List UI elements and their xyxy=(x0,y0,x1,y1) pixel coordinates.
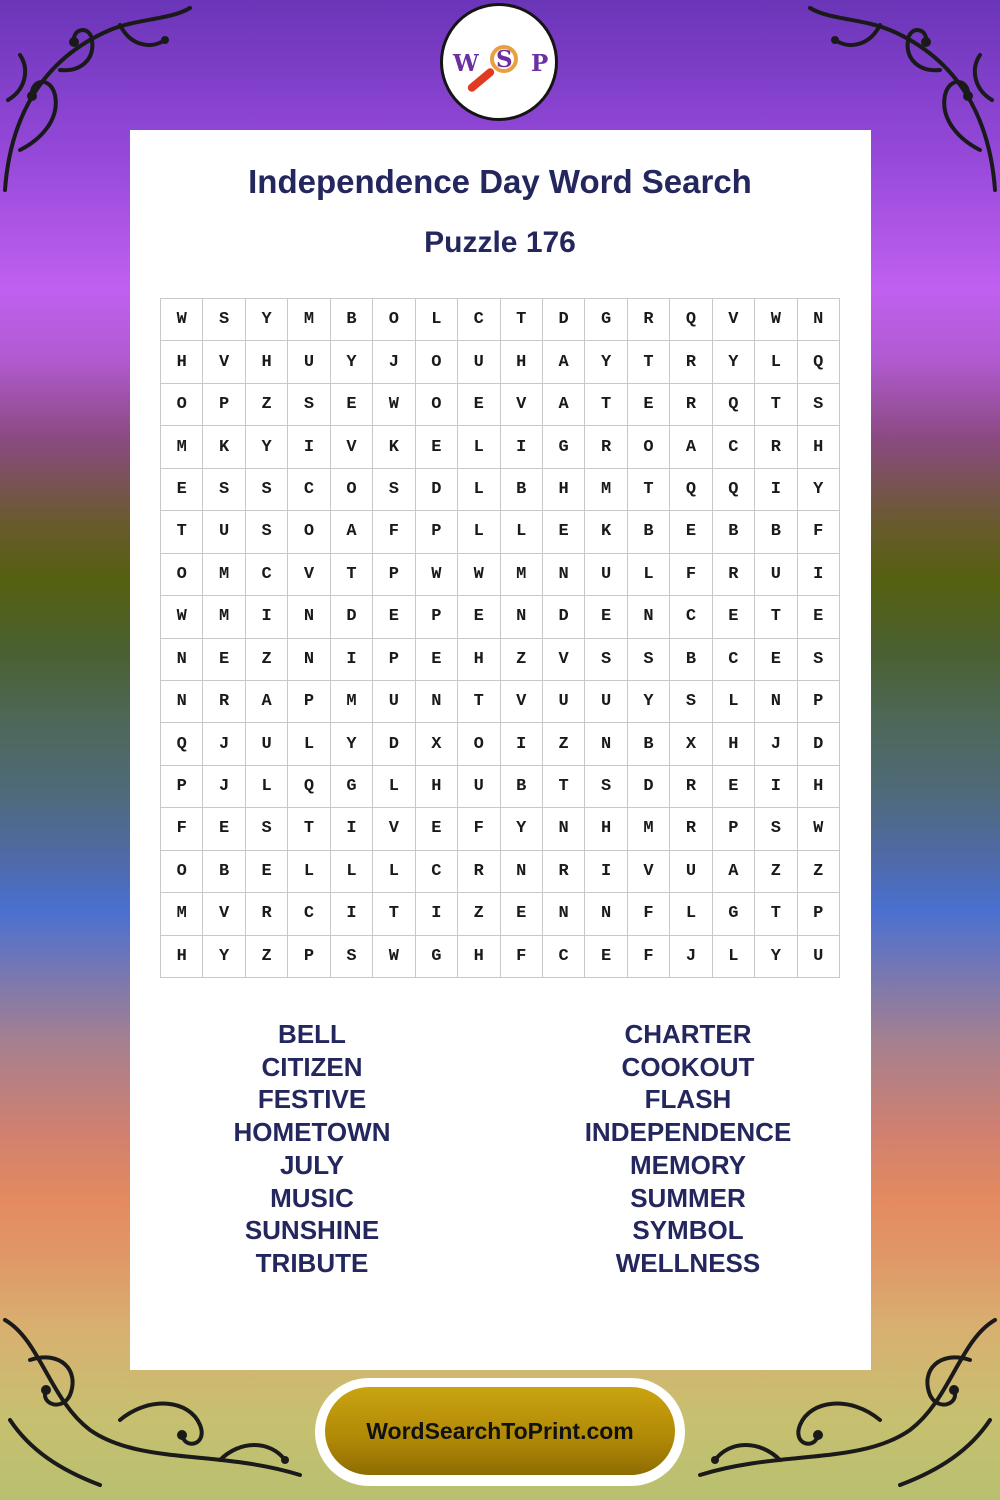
grid-cell[interactable]: H xyxy=(161,936,203,978)
grid-cell[interactable]: L xyxy=(288,851,330,893)
grid-cell[interactable]: N xyxy=(416,681,458,723)
word-list-item: INDEPENDENCE xyxy=(584,1117,792,1148)
grid-cell[interactable]: R xyxy=(585,426,627,468)
grid-cell[interactable]: P xyxy=(373,639,415,681)
grid-cell[interactable]: D xyxy=(543,596,585,638)
grid-cell[interactable]: E xyxy=(203,639,245,681)
grid-cell[interactable]: W xyxy=(161,596,203,638)
grid-cell[interactable]: L xyxy=(373,851,415,893)
grid-cell[interactable]: Z xyxy=(755,851,797,893)
grid-cell[interactable]: K xyxy=(373,426,415,468)
grid-cell[interactable]: T xyxy=(373,893,415,935)
grid-cell[interactable]: O xyxy=(288,511,330,553)
grid-cell[interactable]: N xyxy=(585,723,627,765)
grid-cell[interactable]: E xyxy=(416,426,458,468)
grid-cell[interactable]: P xyxy=(288,936,330,978)
grid-cell[interactable]: A xyxy=(543,384,585,426)
grid-cell[interactable]: E xyxy=(416,808,458,850)
grid-cell[interactable]: P xyxy=(203,384,245,426)
grid-cell[interactable]: A xyxy=(713,851,755,893)
letter-grid[interactable] xyxy=(160,298,840,978)
grid-cell[interactable]: N xyxy=(628,596,670,638)
grid-cell[interactable]: C xyxy=(670,596,712,638)
grid-cell[interactable]: U xyxy=(458,341,500,383)
grid-cell[interactable]: B xyxy=(628,511,670,553)
grid-cell[interactable]: P xyxy=(161,766,203,808)
grid-cell[interactable]: Q xyxy=(713,469,755,511)
grid-cell[interactable]: I xyxy=(246,596,288,638)
grid-cell[interactable]: K xyxy=(203,426,245,468)
grid-cell[interactable]: V xyxy=(331,426,373,468)
grid-cell[interactable]: U xyxy=(798,936,840,978)
grid-cell[interactable]: U xyxy=(458,766,500,808)
grid-cell[interactable]: Y xyxy=(755,936,797,978)
grid-cell[interactable]: Y xyxy=(203,936,245,978)
word-list-item: COOKOUT xyxy=(621,1051,755,1082)
grid-cell[interactable]: Q xyxy=(713,384,755,426)
grid-cell[interactable]: F xyxy=(373,511,415,553)
grid-cell[interactable]: T xyxy=(755,893,797,935)
site-link[interactable]: WordSearchToPrint.com xyxy=(325,1387,675,1475)
grid-cell[interactable]: N xyxy=(161,639,203,681)
grid-cell[interactable]: N xyxy=(501,596,543,638)
grid-cell[interactable]: G xyxy=(543,426,585,468)
grid-cell[interactable]: I xyxy=(331,808,373,850)
puzzle-number: Puzzle 176 xyxy=(424,226,576,259)
word-list-item: CHARTER xyxy=(624,1019,752,1049)
word-list-item: SUMMER xyxy=(630,1182,746,1213)
grid-cell[interactable]: U xyxy=(585,554,627,596)
grid-cell[interactable]: H xyxy=(458,936,500,978)
grid-cell[interactable]: O xyxy=(458,723,500,765)
grid-cell[interactable]: N xyxy=(755,681,797,723)
grid-cell[interactable]: P xyxy=(416,511,458,553)
grid-cell[interactable]: E xyxy=(798,596,840,638)
grid-cell[interactable]: E xyxy=(628,384,670,426)
grid-cell[interactable]: H xyxy=(585,808,627,850)
grid-cell[interactable]: Y xyxy=(331,341,373,383)
grid-cell[interactable]: B xyxy=(628,723,670,765)
grid-cell[interactable]: N xyxy=(288,639,330,681)
word-list-item: SYMBOL xyxy=(632,1215,744,1246)
grid-cell[interactable]: O xyxy=(161,554,203,596)
grid-cell[interactable]: I xyxy=(501,426,543,468)
grid-cell[interactable]: Q xyxy=(670,469,712,511)
grid-cell[interactable]: C xyxy=(458,299,500,341)
grid-cell[interactable]: T xyxy=(543,766,585,808)
grid-cell[interactable]: V xyxy=(501,681,543,723)
grid-cell[interactable]: F xyxy=(628,936,670,978)
grid-cell[interactable]: O xyxy=(161,384,203,426)
word-list-item: MUSIC xyxy=(270,1182,354,1213)
grid-cell[interactable]: E xyxy=(161,469,203,511)
grid-cell[interactable]: S xyxy=(246,511,288,553)
grid-cell[interactable]: I xyxy=(755,766,797,808)
grid-cell[interactable]: B xyxy=(501,766,543,808)
grid-cell[interactable]: S xyxy=(203,469,245,511)
grid-cell[interactable]: L xyxy=(628,554,670,596)
grid-cell[interactable]: Y xyxy=(246,299,288,341)
grid-cell[interactable]: I xyxy=(331,893,373,935)
word-list-item: WELLNESS xyxy=(615,1247,761,1278)
grid-cell[interactable]: Z xyxy=(246,936,288,978)
grid-cell[interactable]: L xyxy=(458,511,500,553)
grid-cell[interactable]: E xyxy=(458,384,500,426)
grid-cell[interactable]: P xyxy=(373,554,415,596)
grid-cell[interactable]: Z xyxy=(798,851,840,893)
grid-cell[interactable]: E xyxy=(713,766,755,808)
grid-cell[interactable]: N xyxy=(288,596,330,638)
grid-cell[interactable]: R xyxy=(628,299,670,341)
grid-cell[interactable]: A xyxy=(331,511,373,553)
grid-cell[interactable]: G xyxy=(713,893,755,935)
grid-cell[interactable]: T xyxy=(628,469,670,511)
grid-cell[interactable]: S xyxy=(373,469,415,511)
grid-cell[interactable]: O xyxy=(416,341,458,383)
grid-cell[interactable]: V xyxy=(373,808,415,850)
grid-cell[interactable]: L xyxy=(288,723,330,765)
grid-cell[interactable]: J xyxy=(670,936,712,978)
grid-cell[interactable]: I xyxy=(585,851,627,893)
grid-cell[interactable]: S xyxy=(246,469,288,511)
grid-cell[interactable]: S xyxy=(670,681,712,723)
grid-cell[interactable]: F xyxy=(670,554,712,596)
grid-cell[interactable]: E xyxy=(416,639,458,681)
grid-cell[interactable]: T xyxy=(628,341,670,383)
grid-cell[interactable]: B xyxy=(331,299,373,341)
grid-cell[interactable]: T xyxy=(331,554,373,596)
grid-cell[interactable]: E xyxy=(585,936,627,978)
grid-cell[interactable]: F xyxy=(501,936,543,978)
grid-cell[interactable]: T xyxy=(755,384,797,426)
grid-cell[interactable]: I xyxy=(416,893,458,935)
grid-cell[interactable]: L xyxy=(501,511,543,553)
grid-cell[interactable]: S xyxy=(331,936,373,978)
grid-cell[interactable]: Y xyxy=(501,808,543,850)
grid-cell[interactable]: Q xyxy=(288,766,330,808)
grid-cell[interactable]: N xyxy=(543,893,585,935)
word-list-item: BELL xyxy=(278,1019,346,1049)
grid-cell[interactable]: D xyxy=(373,723,415,765)
grid-cell[interactable]: S xyxy=(288,384,330,426)
grid-cell[interactable]: T xyxy=(458,681,500,723)
grid-cell[interactable]: N xyxy=(161,681,203,723)
grid-cell[interactable]: V xyxy=(543,639,585,681)
grid-cell[interactable]: C xyxy=(288,893,330,935)
grid-cell[interactable]: Q xyxy=(670,299,712,341)
grid-cell[interactable]: V xyxy=(628,851,670,893)
grid-cell[interactable]: P xyxy=(288,681,330,723)
grid-cell[interactable]: Y xyxy=(246,426,288,468)
grid-cell[interactable]: E xyxy=(458,596,500,638)
grid-cell[interactable]: I xyxy=(288,426,330,468)
grid-cell[interactable]: L xyxy=(670,893,712,935)
grid-cell[interactable]: R xyxy=(246,893,288,935)
grid-cell[interactable]: D xyxy=(628,766,670,808)
grid-cell[interactable]: V xyxy=(203,341,245,383)
grid-cell[interactable]: L xyxy=(755,341,797,383)
grid-cell[interactable]: S xyxy=(628,639,670,681)
grid-cell[interactable]: S xyxy=(798,639,840,681)
grid-cell[interactable]: E xyxy=(585,596,627,638)
grid-cell[interactable]: Y xyxy=(798,469,840,511)
grid-cell[interactable]: M xyxy=(331,681,373,723)
grid-cell[interactable]: L xyxy=(246,766,288,808)
grid-cell[interactable]: U xyxy=(246,723,288,765)
grid-cell[interactable]: W xyxy=(416,554,458,596)
grid-cell[interactable]: N xyxy=(543,808,585,850)
corner-ornament-top-right xyxy=(800,0,1000,200)
grid-cell[interactable]: A xyxy=(670,426,712,468)
grid-cell[interactable]: C xyxy=(713,639,755,681)
grid-cell[interactable]: L xyxy=(458,426,500,468)
grid-cell[interactable]: U xyxy=(543,681,585,723)
grid-cell[interactable]: P xyxy=(798,893,840,935)
grid-cell[interactable]: F xyxy=(628,893,670,935)
grid-cell[interactable]: J xyxy=(755,723,797,765)
grid-cell[interactable]: R xyxy=(458,851,500,893)
grid-cell[interactable]: U xyxy=(288,341,330,383)
word-list-item: CITIZEN xyxy=(261,1051,363,1082)
grid-cell[interactable]: T xyxy=(288,808,330,850)
grid-cell[interactable]: J xyxy=(203,766,245,808)
grid-cell[interactable]: H xyxy=(458,639,500,681)
grid-cell[interactable]: W xyxy=(373,936,415,978)
grid-cell[interactable]: L xyxy=(373,766,415,808)
grid-cell[interactable]: I xyxy=(501,723,543,765)
grid-cell[interactable]: L xyxy=(458,469,500,511)
grid-cell[interactable]: U xyxy=(203,511,245,553)
grid-cell[interactable]: C xyxy=(246,554,288,596)
grid-cell[interactable]: V xyxy=(713,299,755,341)
grid-cell[interactable]: X xyxy=(670,723,712,765)
logo-letter-w: W xyxy=(453,50,479,77)
grid-cell[interactable]: R xyxy=(670,341,712,383)
grid-cell[interactable]: L xyxy=(713,681,755,723)
grid-cell[interactable]: Z xyxy=(246,384,288,426)
grid-cell[interactable]: J xyxy=(203,723,245,765)
grid-cell[interactable]: R xyxy=(755,426,797,468)
grid-cell[interactable]: R xyxy=(670,808,712,850)
grid-cell[interactable]: U xyxy=(373,681,415,723)
grid-cell[interactable]: D xyxy=(331,596,373,638)
word-list-right xyxy=(538,1018,838,1280)
word-list-item: FESTIVE xyxy=(257,1084,367,1115)
grid-cell[interactable]: G xyxy=(416,936,458,978)
grid-cell[interactable]: F xyxy=(798,511,840,553)
site-badge[interactable] xyxy=(315,1378,685,1486)
grid-cell[interactable]: Q xyxy=(161,723,203,765)
grid-cell[interactable]: R xyxy=(543,851,585,893)
grid-cell[interactable]: I xyxy=(798,554,840,596)
grid-cell[interactable]: M xyxy=(585,469,627,511)
grid-cell[interactable]: L xyxy=(331,851,373,893)
word-list-item: SUNSHINE xyxy=(244,1215,380,1246)
word-list-item: JULY xyxy=(279,1149,345,1180)
grid-cell[interactable]: D xyxy=(416,469,458,511)
logo[interactable] xyxy=(440,3,558,121)
grid-cell[interactable]: B xyxy=(203,851,245,893)
grid-cell[interactable]: T xyxy=(585,384,627,426)
grid-cell[interactable]: H xyxy=(798,766,840,808)
logo-letter-s: S xyxy=(496,46,513,73)
grid-cell[interactable]: S xyxy=(585,639,627,681)
grid-cell[interactable]: C xyxy=(713,426,755,468)
grid-cell[interactable]: Y xyxy=(628,681,670,723)
grid-cell[interactable]: M xyxy=(628,808,670,850)
grid-cell[interactable]: V xyxy=(501,384,543,426)
grid-cell[interactable]: R xyxy=(670,766,712,808)
grid-cell[interactable]: G xyxy=(331,766,373,808)
corner-ornament-bottom-right xyxy=(680,1300,1000,1500)
grid-cell[interactable]: F xyxy=(458,808,500,850)
grid-cell[interactable]: Y xyxy=(585,341,627,383)
word-list-item: TRIBUTE xyxy=(255,1247,369,1278)
grid-cell[interactable]: W xyxy=(755,299,797,341)
word-list-left xyxy=(162,1018,462,1280)
grid-cell[interactable]: R xyxy=(670,384,712,426)
word-list-item: FLASH xyxy=(644,1084,732,1115)
grid-cell[interactable]: S xyxy=(585,766,627,808)
grid-cell[interactable]: W xyxy=(161,299,203,341)
grid-cell[interactable]: Z xyxy=(458,893,500,935)
grid-cell[interactable]: R xyxy=(203,681,245,723)
grid-cell[interactable]: S xyxy=(755,808,797,850)
grid-cell[interactable]: V xyxy=(203,893,245,935)
grid-cell[interactable]: I xyxy=(755,469,797,511)
grid-cell[interactable]: O xyxy=(416,384,458,426)
grid-cell[interactable]: L xyxy=(416,299,458,341)
grid-cell[interactable]: D xyxy=(798,723,840,765)
grid-cell[interactable]: M xyxy=(161,426,203,468)
grid-cell[interactable]: S xyxy=(798,384,840,426)
grid-cell[interactable]: T xyxy=(755,596,797,638)
grid-cell[interactable]: E xyxy=(670,511,712,553)
grid-cell[interactable]: B xyxy=(670,639,712,681)
grid-cell[interactable]: B xyxy=(755,511,797,553)
grid-cell[interactable]: E xyxy=(755,639,797,681)
grid-cell[interactable]: A xyxy=(246,681,288,723)
grid-cell[interactable]: C xyxy=(288,469,330,511)
grid-cell[interactable]: M xyxy=(203,554,245,596)
grid-cell[interactable]: V xyxy=(288,554,330,596)
grid-cell[interactable]: M xyxy=(288,299,330,341)
grid-cell[interactable]: E xyxy=(203,808,245,850)
grid-cell[interactable]: P xyxy=(713,808,755,850)
grid-cell[interactable]: E xyxy=(543,511,585,553)
grid-cell[interactable]: E xyxy=(501,893,543,935)
grid-cell[interactable]: U xyxy=(755,554,797,596)
grid-cell[interactable]: M xyxy=(501,554,543,596)
grid-cell[interactable]: X xyxy=(416,723,458,765)
corner-ornament-top-left xyxy=(0,0,200,200)
grid-cell[interactable]: J xyxy=(373,341,415,383)
grid-cell[interactable]: Y xyxy=(713,341,755,383)
grid-cell[interactable]: G xyxy=(585,299,627,341)
grid-cell[interactable]: M xyxy=(161,893,203,935)
grid-cell[interactable]: P xyxy=(798,681,840,723)
grid-cell[interactable]: B xyxy=(713,511,755,553)
grid-cell[interactable]: N xyxy=(585,893,627,935)
grid-cell[interactable]: H xyxy=(543,469,585,511)
grid-cell[interactable]: O xyxy=(161,851,203,893)
grid-cell[interactable]: H xyxy=(713,723,755,765)
word-list-item: HOMETOWN xyxy=(233,1117,391,1148)
grid-cell[interactable]: E xyxy=(331,384,373,426)
grid-cell[interactable]: A xyxy=(543,341,585,383)
grid-cell[interactable]: E xyxy=(373,596,415,638)
grid-cell[interactable]: N xyxy=(798,299,840,341)
grid-cell[interactable]: H xyxy=(416,766,458,808)
grid-cell[interactable]: D xyxy=(543,299,585,341)
grid-cell[interactable]: O xyxy=(373,299,415,341)
grid-cell[interactable]: I xyxy=(331,639,373,681)
grid-cell[interactable]: W xyxy=(373,384,415,426)
grid-cell[interactable]: L xyxy=(713,936,755,978)
grid-cell[interactable]: W xyxy=(798,808,840,850)
grid-cell[interactable]: Y xyxy=(331,723,373,765)
grid-cell[interactable]: H xyxy=(161,341,203,383)
grid-cell[interactable]: Z xyxy=(543,723,585,765)
grid-cell[interactable]: U xyxy=(585,681,627,723)
logo-letter-p: P xyxy=(531,50,549,77)
grid-cell[interactable]: B xyxy=(501,469,543,511)
grid-cell[interactable]: S xyxy=(203,299,245,341)
grid-cell[interactable]: P xyxy=(416,596,458,638)
grid-cell[interactable]: H xyxy=(501,341,543,383)
grid-cell[interactable]: O xyxy=(331,469,373,511)
grid-cell[interactable]: U xyxy=(670,851,712,893)
grid-cell[interactable]: S xyxy=(246,808,288,850)
grid-cell[interactable]: F xyxy=(161,808,203,850)
grid-cell[interactable]: R xyxy=(713,554,755,596)
page-title: Independence Day Word Search xyxy=(248,163,752,200)
grid-cell[interactable]: C xyxy=(543,936,585,978)
grid-cell[interactable]: W xyxy=(458,554,500,596)
grid-cell[interactable]: C xyxy=(416,851,458,893)
word-list-item: MEMORY xyxy=(629,1149,747,1180)
grid-cell[interactable]: E xyxy=(713,596,755,638)
grid-cell[interactable]: Z xyxy=(246,639,288,681)
grid-cell[interactable]: Z xyxy=(501,639,543,681)
grid-cell[interactable]: E xyxy=(246,851,288,893)
grid-cell[interactable]: T xyxy=(501,299,543,341)
grid-cell[interactable]: Q xyxy=(798,341,840,383)
grid-cell[interactable]: N xyxy=(543,554,585,596)
grid-cell[interactable]: K xyxy=(585,511,627,553)
grid-cell[interactable]: O xyxy=(628,426,670,468)
grid-cell[interactable]: H xyxy=(246,341,288,383)
corner-ornament-bottom-left xyxy=(0,1300,320,1500)
grid-cell[interactable]: H xyxy=(798,426,840,468)
grid-cell[interactable]: T xyxy=(161,511,203,553)
grid-cell[interactable]: M xyxy=(203,596,245,638)
grid-cell[interactable]: N xyxy=(501,851,543,893)
